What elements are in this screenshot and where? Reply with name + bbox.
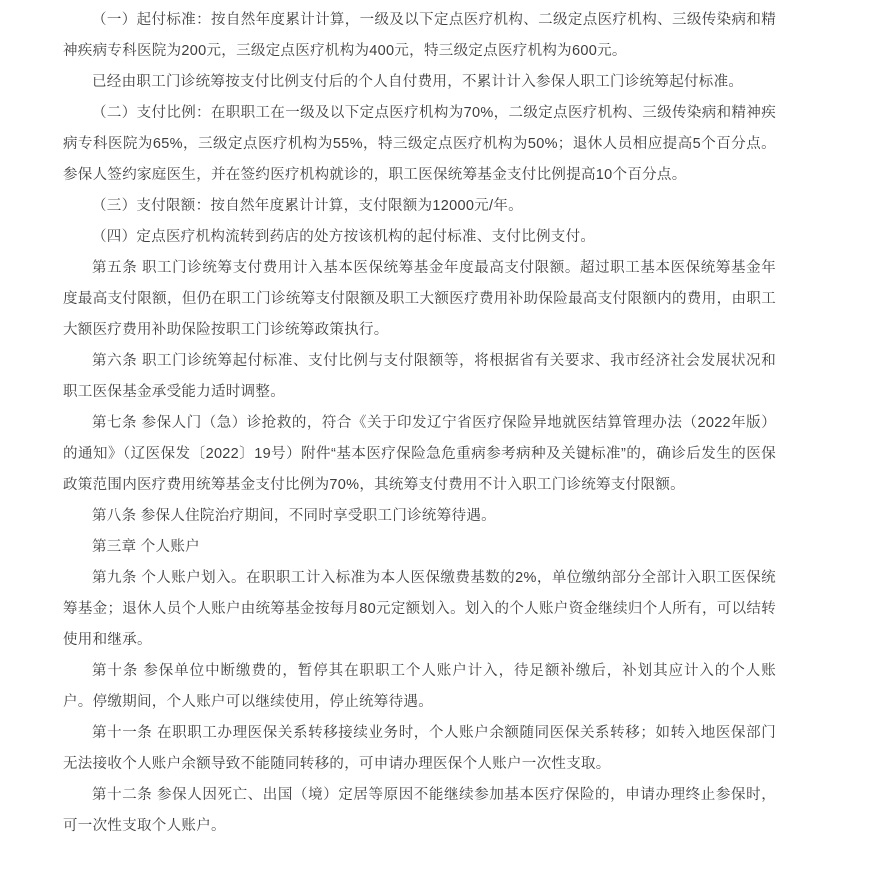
article-11: 第十一条 在职职工办理医保关系转移接续业务时，个人账户余额随同医保关系转移；如转入地医保部门无法接收个人账户余额导致不能随同转移的，可申请办理医保个人账户一次性支取。: [63, 725, 776, 772]
clause-item3-payment-limit: （三）支付限额：按自然年度累计计算，支付限额为12000元/年。: [92, 198, 523, 214]
clause-item4-pharmacy-prescription: （四）定点医疗机构流转到药店的处方按该机构的起付标准、支付比例支付。: [92, 229, 596, 245]
article-7: 第七条 参保人门（急）诊抢救的，符合《关于印发辽宁省医疗保险异地就医结算管理办法（2022年版）的通知》（辽医保发〔2022〕19号）附件“基本医疗保险急危重病参考病种及关键标准”的，确诊后发生的医保政策范围内医疗费用统筹基金支付比例为70%，其统筹支付费用不计入职工门诊统筹支付限额。: [63, 415, 776, 493]
article-10: 第十条 参保单位中断缴费的，暂停其在职职工个人账户计入，待足额补缴后，补划其应计入的个人账户。停缴期间，个人账户可以继续使用，停止统筹待遇。: [63, 663, 776, 710]
clause-item2-payment-ratio: （二）支付比例：在职职工在一级及以下定点医疗机构为70%，二级定点医疗机构、三级传染病和精神疾病专科医院为65%，三级定点医疗机构为55%，特三级定点医疗机构为50%；退休人员相应提高5个百分点。参保人签约家庭医生，并在签约医疗机构就诊的，职工医保统筹基金支付比例提高10个百分点。: [63, 105, 776, 183]
clause-self-paid-note: 已经由职工门诊统筹按支付比例支付后的个人自付费用，不累计计入参保人职工门诊统筹起付标准。: [92, 74, 744, 90]
article-12: 第十二条 参保人因死亡、出国（境）定居等原因不能继续参加基本医疗保险的，申请办理终止参保时，可一次性支取个人账户。: [63, 787, 776, 834]
article-6: 第六条 职工门诊统筹起付标准、支付比例与支付限额等，将根据省有关要求、我市经济社会发展状况和职工医保基金承受能力适时调整。: [63, 353, 776, 400]
clause-item1-deductible-standard: （一）起付标准：按自然年度累计计算，一级及以下定点医疗机构、二级定点医疗机构、三级传染病和精神疾病专科医院为200元，三级定点医疗机构为400元，特三级定点医疗机构为600元。: [63, 12, 776, 59]
article-9: 第九条 个人账户划入。在职职工计入标准为本人医保缴费基数的2%，单位缴纳部分全部计入职工医保统筹基金；退休人员个人账户由统筹基金按每月80元定额划入。划入的个人账户资金继续归个人所有，可以结转使用和继承。: [63, 570, 776, 648]
article-5: 第五条 职工门诊统筹支付费用计入基本医保统筹基金年度最高支付限额。超过职工基本医保统筹基金年度最高支付限额，但仍在职工门诊统筹支付限额及职工大额医疗费用补助保险最高支付限额内的费用，由职工大额医疗费用补助保险按职工门诊统筹政策执行。: [63, 260, 776, 338]
article-8: 第八条 参保人住院治疗期间，不同时享受职工门诊统筹待遇。: [92, 508, 496, 524]
chapter-3-heading: 第三章 个人账户: [92, 539, 200, 555]
